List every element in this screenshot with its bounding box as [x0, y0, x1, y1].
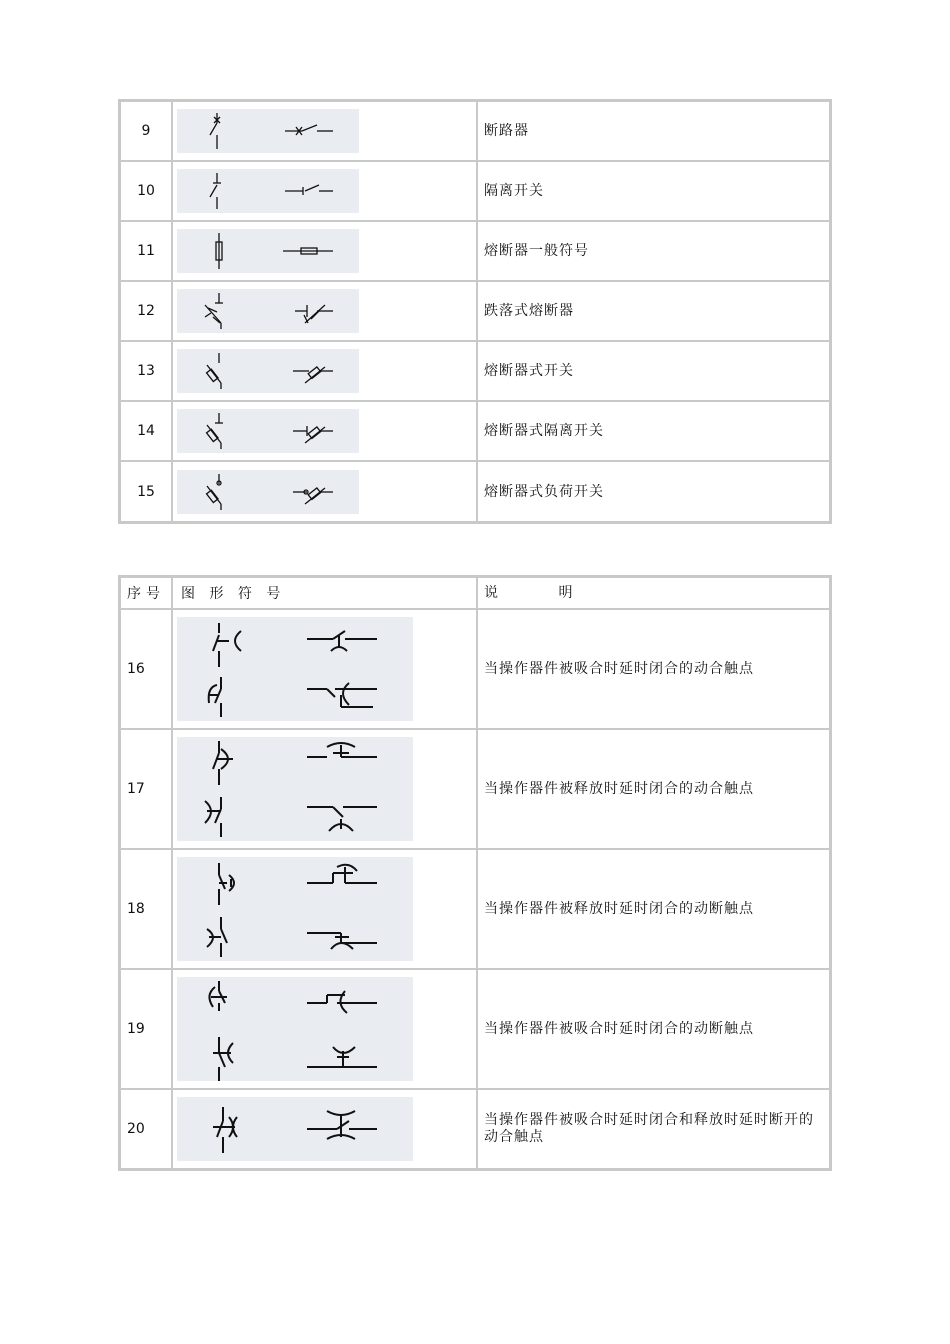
- table-row: [121, 282, 829, 342]
- row-number: 10: [121, 162, 173, 220]
- symbol-cell: [173, 402, 478, 460]
- description: 熔断器式负荷开关: [484, 483, 604, 500]
- symbol-cell: [173, 730, 478, 848]
- delayed-operate-break-contact-symbol-icon: [177, 977, 413, 1081]
- fuse-switch-symbol-icon: [177, 349, 359, 393]
- table-row: [121, 730, 829, 850]
- symbol-cell: [173, 282, 478, 340]
- fuse-load-switch-symbol-icon: [177, 470, 359, 514]
- symbol-cell: [173, 342, 478, 400]
- table-row: [121, 162, 829, 222]
- row-number: 9: [121, 102, 173, 160]
- row-number: 16: [121, 610, 173, 728]
- header-symbol: 图 形 符 号: [173, 578, 478, 608]
- symbol-cell: [173, 1090, 478, 1168]
- fuse-disconnector-symbol-icon: [177, 409, 359, 453]
- description: 跌落式熔断器: [484, 302, 574, 319]
- row-number: 15: [121, 462, 173, 522]
- table-row: [121, 1090, 829, 1168]
- delayed-make-break-contact-symbol-icon: [177, 1097, 413, 1161]
- description: 断路器: [484, 122, 529, 139]
- description: 当操作器件被吸合时延时闭合和释放时延时断开的动合触点: [484, 1112, 814, 1145]
- description: 当操作器件被释放时延时闭合的动合触点: [484, 780, 754, 797]
- time-delay-contact-table: [118, 575, 832, 1171]
- table-row: [121, 222, 829, 282]
- table-header-row: [121, 578, 829, 610]
- description: 熔断器式隔离开关: [484, 422, 604, 439]
- table-row: [121, 462, 829, 522]
- description: 熔断器式开关: [484, 362, 574, 379]
- symbol-cell: [173, 610, 478, 728]
- header-no: 序号: [121, 578, 173, 608]
- symbol-cell: [173, 970, 478, 1088]
- row-number: 18: [121, 850, 173, 968]
- table-row: [121, 102, 829, 162]
- drop-out-fuse-symbol-icon: [177, 289, 359, 333]
- switch-symbol-table: [118, 99, 832, 524]
- table-row: [121, 610, 829, 730]
- row-number: 14: [121, 402, 173, 460]
- row-number: 12: [121, 282, 173, 340]
- symbol-cell: [173, 222, 478, 280]
- symbol-cell: [173, 850, 478, 968]
- row-number: 19: [121, 970, 173, 1088]
- symbol-cell: [173, 162, 478, 220]
- row-number: 20: [121, 1090, 173, 1168]
- table-row: [121, 402, 829, 462]
- symbol-cell: [173, 102, 478, 160]
- description: 隔离开关: [484, 182, 544, 199]
- description: 当操作器件被吸合时延时闭合的动断触点: [484, 1020, 754, 1037]
- delayed-release-break-contact-symbol-icon: [177, 857, 413, 961]
- fuse-symbol-icon: [177, 229, 359, 273]
- description: 当操作器件被释放时延时闭合的动断触点: [484, 900, 754, 917]
- header-desc: 说 明: [484, 584, 601, 601]
- row-number: 17: [121, 730, 173, 848]
- row-number: 11: [121, 222, 173, 280]
- description: 当操作器件被吸合时延时闭合的动合触点: [484, 660, 754, 677]
- circuit-breaker-symbol-icon: [177, 109, 359, 153]
- row-number: 13: [121, 342, 173, 400]
- table-row: [121, 342, 829, 402]
- description: 熔断器一般符号: [484, 242, 589, 259]
- table-row: [121, 970, 829, 1090]
- delayed-release-make-contact-symbol-icon: [177, 737, 413, 841]
- table-row: [121, 850, 829, 970]
- symbol-cell: [173, 462, 478, 522]
- disconnector-symbol-icon: [177, 169, 359, 213]
- delayed-make-contact-symbol-icon: [177, 617, 413, 721]
